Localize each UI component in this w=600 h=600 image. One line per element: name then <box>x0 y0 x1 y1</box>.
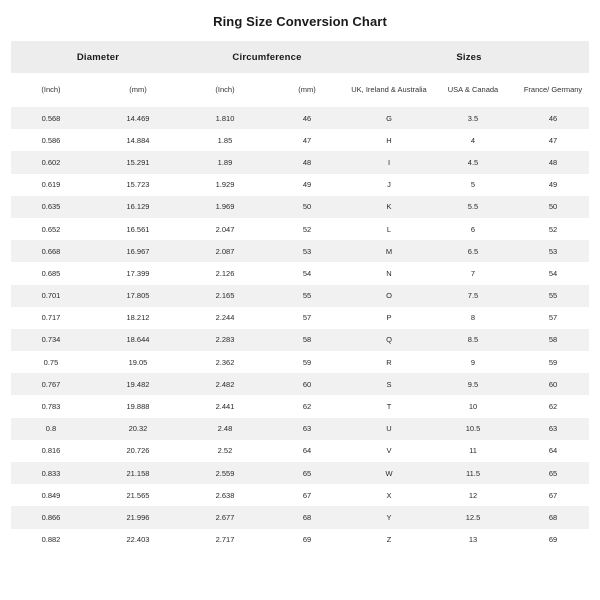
table-cell: 20.726 <box>91 440 185 462</box>
table-cell: 0.701 <box>11 285 91 307</box>
table-cell: 0.8 <box>11 418 91 440</box>
table-cell: 6.5 <box>429 240 517 262</box>
table-cell: 0.75 <box>11 351 91 373</box>
table-cell: 46 <box>265 107 349 129</box>
table-cell: X <box>349 484 429 506</box>
table-cell: 15.723 <box>91 174 185 196</box>
table-row <box>11 440 589 462</box>
table-cell: 55 <box>517 285 589 307</box>
unit-header-diameter-mm: (mm) <box>91 73 185 107</box>
group-header-circumference: Circumference <box>185 41 349 73</box>
table-cell: 0.734 <box>11 329 91 351</box>
table-cell: 2.717 <box>185 529 265 551</box>
table-cell: 5.5 <box>429 196 517 218</box>
table-cell: 7 <box>429 262 517 284</box>
table-cell: 2.48 <box>185 418 265 440</box>
table-cell: 47 <box>265 129 349 151</box>
table-cell: 49 <box>265 174 349 196</box>
table-row <box>11 107 589 129</box>
table-cell: 8.5 <box>429 329 517 351</box>
table-cell: 2.441 <box>185 395 265 417</box>
table-cell: 54 <box>517 262 589 284</box>
table-cell: N <box>349 262 429 284</box>
table-cell: 1.810 <box>185 107 265 129</box>
table-cell: 0.816 <box>11 440 91 462</box>
table-cell: 21.158 <box>91 462 185 484</box>
table-cell: 12.5 <box>429 506 517 528</box>
unit-header-size-usa: USA & Canada <box>429 73 517 107</box>
table-cell: 1.969 <box>185 196 265 218</box>
table-cell: 47 <box>517 129 589 151</box>
table-cell: 53 <box>265 240 349 262</box>
table-cell: 57 <box>517 307 589 329</box>
table-cell: 2.638 <box>185 484 265 506</box>
table-row <box>11 307 589 329</box>
page-title: Ring Size Conversion Chart <box>213 14 387 29</box>
table-cell: 68 <box>265 506 349 528</box>
table-cell: 2.362 <box>185 351 265 373</box>
table-cell: H <box>349 129 429 151</box>
table-cell: W <box>349 462 429 484</box>
table-cell: 21.565 <box>91 484 185 506</box>
group-header-sizes: Sizes <box>349 41 589 73</box>
table-cell: 0.685 <box>11 262 91 284</box>
table-row <box>11 129 589 151</box>
table-cell: 4 <box>429 129 517 151</box>
table-cell: 2.482 <box>185 373 265 395</box>
table-cell: 8 <box>429 307 517 329</box>
table-cell: 49 <box>517 174 589 196</box>
table-cell: P <box>349 307 429 329</box>
table-cell: 0.783 <box>11 395 91 417</box>
table-row <box>11 329 589 351</box>
table-cell: 60 <box>265 373 349 395</box>
table-cell: 0.568 <box>11 107 91 129</box>
table-cell: 17.805 <box>91 285 185 307</box>
table-cell: 69 <box>517 529 589 551</box>
table-cell: 9.5 <box>429 373 517 395</box>
table-cell: 2.244 <box>185 307 265 329</box>
table-row <box>11 506 589 528</box>
table-cell: 58 <box>265 329 349 351</box>
table-cell: 54 <box>265 262 349 284</box>
ring-size-conversion-table <box>11 41 589 551</box>
table-cell: 18.644 <box>91 329 185 351</box>
table-row <box>11 240 589 262</box>
table-cell: 64 <box>265 440 349 462</box>
table-cell: 16.561 <box>91 218 185 240</box>
table-cell: 63 <box>517 418 589 440</box>
unit-header-circumference-mm: (mm) <box>265 73 349 107</box>
table-cell: 10.5 <box>429 418 517 440</box>
table-cell: J <box>349 174 429 196</box>
table-cell: O <box>349 285 429 307</box>
table-cell: L <box>349 218 429 240</box>
unit-header-circumference-inch: (Inch) <box>185 73 265 107</box>
table-cell: 0.586 <box>11 129 91 151</box>
table-cell: 9 <box>429 351 517 373</box>
table-cell: 57 <box>265 307 349 329</box>
table-cell: 5 <box>429 174 517 196</box>
table-cell: 0.668 <box>11 240 91 262</box>
unit-header-diameter-inch: (Inch) <box>11 73 91 107</box>
table-cell: 52 <box>517 218 589 240</box>
table-cell: 0.882 <box>11 529 91 551</box>
table-cell: 18.212 <box>91 307 185 329</box>
table-row <box>11 529 589 551</box>
table-cell: 2.126 <box>185 262 265 284</box>
table-cell: 67 <box>517 484 589 506</box>
table-cell: 14.884 <box>91 129 185 151</box>
table-cell: 0.833 <box>11 462 91 484</box>
table-cell: 17.399 <box>91 262 185 284</box>
table-cell: 11 <box>429 440 517 462</box>
table-cell: G <box>349 107 429 129</box>
table-row <box>11 174 589 196</box>
table-cell: I <box>349 151 429 173</box>
table-cell: 0.767 <box>11 373 91 395</box>
table-cell: 2.677 <box>185 506 265 528</box>
table-cell: 11.5 <box>429 462 517 484</box>
table-cell: 7.5 <box>429 285 517 307</box>
table-cell: 2.087 <box>185 240 265 262</box>
table-cell: 2.165 <box>185 285 265 307</box>
table-cell: 0.602 <box>11 151 91 173</box>
table-group-header-row <box>11 41 589 73</box>
table-cell: 65 <box>265 462 349 484</box>
table-cell: 59 <box>517 351 589 373</box>
table-cell: 0.635 <box>11 196 91 218</box>
table-cell: 48 <box>265 151 349 173</box>
table-row <box>11 196 589 218</box>
table-row <box>11 285 589 307</box>
table-row <box>11 151 589 173</box>
table-cell: 0.717 <box>11 307 91 329</box>
table-row <box>11 218 589 240</box>
table-row <box>11 395 589 417</box>
table-cell: 3.5 <box>429 107 517 129</box>
table-cell: Z <box>349 529 429 551</box>
table-cell: 2.047 <box>185 218 265 240</box>
table-cell: 53 <box>517 240 589 262</box>
unit-header-size-uk: UK, Ireland & Australia <box>349 73 429 107</box>
table-cell: 16.967 <box>91 240 185 262</box>
table-cell: 50 <box>517 196 589 218</box>
table-cell: 46 <box>517 107 589 129</box>
table-cell: 0.619 <box>11 174 91 196</box>
table-cell: 4.5 <box>429 151 517 173</box>
table-cell: 1.85 <box>185 129 265 151</box>
table-cell: 14.469 <box>91 107 185 129</box>
table-cell: 19.888 <box>91 395 185 417</box>
table-row <box>11 262 589 284</box>
table-cell: 2.559 <box>185 462 265 484</box>
table-cell: 58 <box>517 329 589 351</box>
group-header-diameter: Diameter <box>11 41 185 73</box>
table-row <box>11 351 589 373</box>
table-row <box>11 373 589 395</box>
table-row <box>11 462 589 484</box>
table-cell: 0.849 <box>11 484 91 506</box>
table-cell: 16.129 <box>91 196 185 218</box>
table-row <box>11 484 589 506</box>
table-cell: 62 <box>265 395 349 417</box>
table-cell: S <box>349 373 429 395</box>
table-cell: T <box>349 395 429 417</box>
table-cell: 12 <box>429 484 517 506</box>
table-row <box>11 418 589 440</box>
table-cell: 10 <box>429 395 517 417</box>
table-cell: 1.929 <box>185 174 265 196</box>
table-cell: 20.32 <box>91 418 185 440</box>
table-cell: 52 <box>265 218 349 240</box>
table-cell: 2.52 <box>185 440 265 462</box>
table-cell: 15.291 <box>91 151 185 173</box>
table-cell: Q <box>349 329 429 351</box>
table-cell: R <box>349 351 429 373</box>
table-cell: 63 <box>265 418 349 440</box>
table-cell: 19.05 <box>91 351 185 373</box>
table-cell: 0.652 <box>11 218 91 240</box>
table-cell: 59 <box>265 351 349 373</box>
table-cell: 50 <box>265 196 349 218</box>
unit-header-size-france: France/ Germany <box>517 73 589 107</box>
table-cell: M <box>349 240 429 262</box>
table-cell: K <box>349 196 429 218</box>
table-cell: Y <box>349 506 429 528</box>
table-cell: 65 <box>517 462 589 484</box>
table-cell: 1.89 <box>185 151 265 173</box>
table-cell: 62 <box>517 395 589 417</box>
table-cell: U <box>349 418 429 440</box>
table-cell: 13 <box>429 529 517 551</box>
table-cell: 22.403 <box>91 529 185 551</box>
table-cell: 60 <box>517 373 589 395</box>
table-cell: 69 <box>265 529 349 551</box>
table-cell: 64 <box>517 440 589 462</box>
table-cell: 19.482 <box>91 373 185 395</box>
table-cell: V <box>349 440 429 462</box>
table-cell: 0.866 <box>11 506 91 528</box>
table-cell: 21.996 <box>91 506 185 528</box>
table-cell: 67 <box>265 484 349 506</box>
table-cell: 2.283 <box>185 329 265 351</box>
table-cell: 55 <box>265 285 349 307</box>
table-cell: 68 <box>517 506 589 528</box>
table-cell: 48 <box>517 151 589 173</box>
table-unit-header-row <box>11 73 589 107</box>
table-cell: 6 <box>429 218 517 240</box>
